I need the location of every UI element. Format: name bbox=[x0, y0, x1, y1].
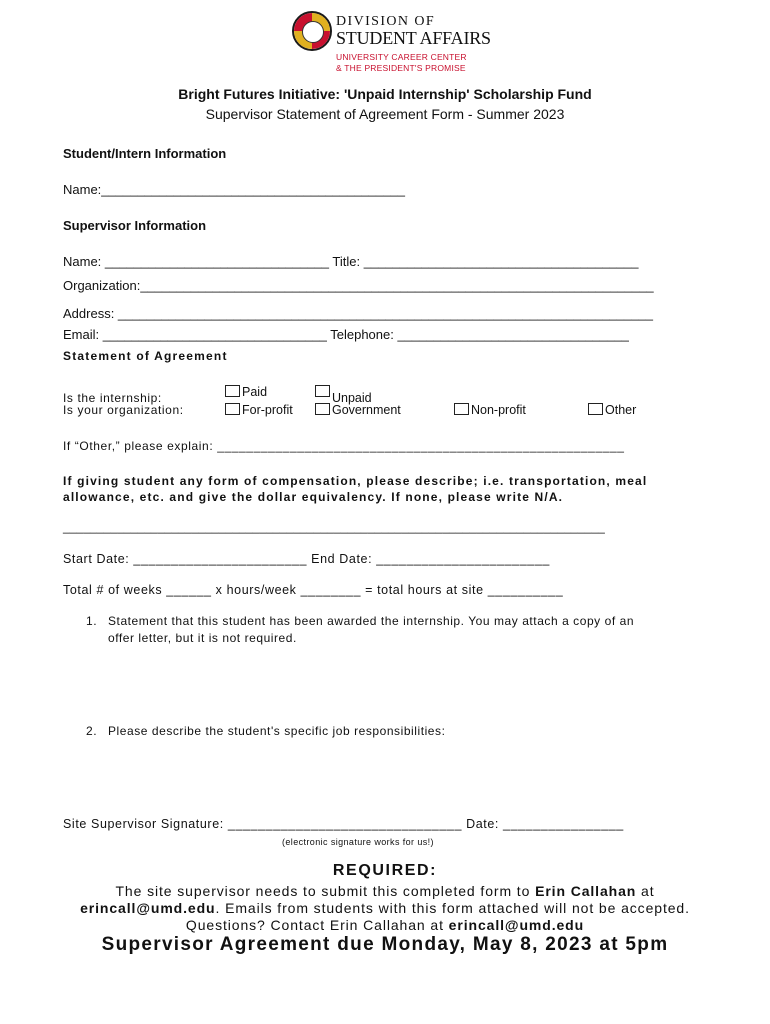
compensation-instructions-line1: If giving student any form of compensation, please describe; i.e. transportation, meal bbox=[63, 474, 648, 488]
organization-field[interactable]: Organization:_______________________________________________________________________ bbox=[63, 278, 654, 293]
item-1-number: 1. bbox=[86, 614, 98, 628]
dates-field[interactable]: Start Date: _______________________ End Date: _______________________ bbox=[63, 552, 550, 566]
option-paid[interactable] bbox=[225, 385, 267, 399]
footer-line-3 bbox=[0, 917, 770, 933]
student-name-field[interactable]: Name:__________________________________________ bbox=[63, 182, 405, 197]
for-profit-checkbox[interactable] bbox=[225, 403, 240, 415]
form-title: Bright Futures Initiative: 'Unpaid Internship' Scholarship Fund bbox=[178, 86, 592, 102]
item-1-text-line1: Statement that this student has been awarded the internship. You may attach a copy of an bbox=[108, 614, 635, 628]
government-label: Government bbox=[332, 403, 401, 417]
unpaid-checkbox[interactable] bbox=[315, 385, 330, 397]
non-profit-label: Non-profit bbox=[471, 403, 526, 417]
question-organization: Is your organization: bbox=[63, 403, 184, 417]
footer-line2-post: . Emails from students with this form attached will not be accepted. bbox=[215, 900, 690, 916]
signature-note: (electronic signature works for us!) bbox=[282, 837, 434, 847]
contact-email-link[interactable]: erincall@umd.edu bbox=[80, 900, 216, 916]
footer-line1-post: at bbox=[636, 883, 655, 899]
footer-line1-pre: The site supervisor needs to submit this completed form to bbox=[115, 883, 536, 899]
due-date-banner: Supervisor Agreement due Monday, May 8, 2023 at 5pm bbox=[101, 934, 669, 955]
umd-seal-logo bbox=[292, 11, 332, 51]
logo-student-affairs: STUDENT AFFAIRS bbox=[336, 28, 491, 48]
item-1-text-line2: offer letter, but it is not required. bbox=[108, 631, 297, 645]
other-label: Other bbox=[605, 403, 637, 417]
statement-heading: Statement of Agreement bbox=[63, 349, 228, 363]
option-non-profit[interactable] bbox=[454, 403, 526, 417]
option-government[interactable] bbox=[315, 403, 401, 417]
paid-checkbox[interactable] bbox=[225, 385, 240, 397]
non-profit-checkbox[interactable] bbox=[454, 403, 469, 415]
address-field[interactable]: Address: __________________________________________________________________________ bbox=[63, 306, 653, 321]
item-2-number: 2. bbox=[86, 724, 98, 738]
logo-career-center: UNIVERSITY CAREER CENTER bbox=[336, 52, 467, 62]
item-2-text: Please describe the student's specific job responsibilities: bbox=[108, 724, 446, 738]
option-for-profit[interactable] bbox=[225, 403, 293, 417]
logo-presidents-promise: & THE PRESIDENT'S PROMISE bbox=[336, 63, 466, 73]
for-profit-label: For-profit bbox=[242, 403, 293, 417]
other-explain-field[interactable]: If “Other,” please explain: ________________________________________________________ bbox=[63, 439, 625, 453]
footer-line3-pre: Questions? Contact Erin Callahan at bbox=[185, 917, 449, 933]
signature-date-field[interactable]: Site Supervisor Signature: _______________________________ Date: ________________ bbox=[63, 817, 624, 831]
question-internship: Is the internship: bbox=[63, 391, 162, 405]
paid-label: Paid bbox=[242, 385, 268, 399]
questions-email-link[interactable]: erincall@umd.edu bbox=[448, 917, 585, 933]
student-info-heading: Student/Intern Information bbox=[63, 146, 227, 161]
option-other[interactable] bbox=[588, 403, 636, 417]
required-heading: REQUIRED: bbox=[332, 862, 438, 879]
email-telephone-field[interactable]: Email: _______________________________ Telephone: ________________________________ bbox=[63, 327, 629, 342]
contact-name: Erin Callahan bbox=[535, 883, 637, 899]
other-checkbox[interactable] bbox=[588, 403, 603, 415]
footer-line-2 bbox=[0, 900, 770, 916]
option-unpaid[interactable] bbox=[315, 385, 372, 405]
form-subtitle: Supervisor Statement of Agreement Form - Summer 2023 bbox=[205, 106, 565, 122]
supervisor-info-heading: Supervisor Information bbox=[63, 218, 207, 233]
hours-field[interactable]: Total # of weeks ______ x hours/week ________ = total hours at site __________ bbox=[63, 583, 564, 597]
compensation-instructions-line2: allowance, etc. and give the dollar equivalency. If none, please write N/A. bbox=[63, 490, 564, 504]
supervisor-name-title-field[interactable]: Name: _______________________________ Title: ______________________________________ bbox=[63, 254, 639, 269]
unpaid-label: Unpaid bbox=[332, 391, 372, 405]
logo-division-of: DIVISION OF bbox=[336, 14, 436, 29]
government-checkbox[interactable] bbox=[315, 403, 330, 415]
footer-line-1 bbox=[0, 883, 770, 899]
compensation-field[interactable]: ________________________________________________________________________________ bbox=[63, 520, 605, 534]
